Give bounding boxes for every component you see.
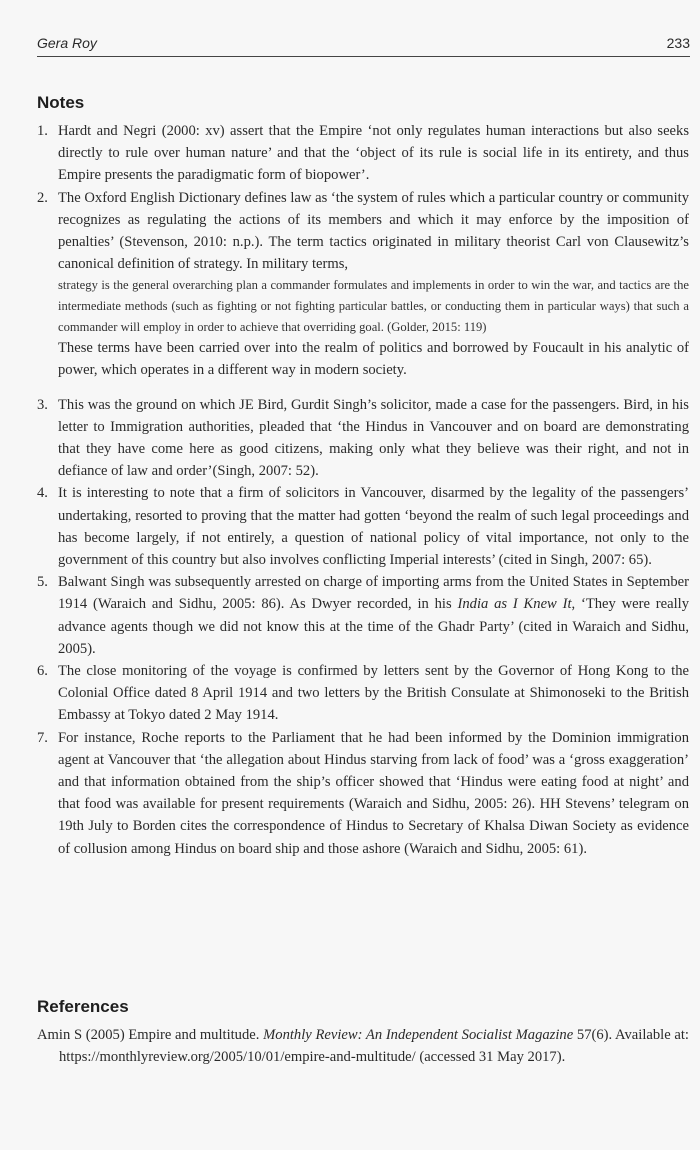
- note-text: It is interesting to note that a firm of solicitors in Vancouver, disarmed by the legality of the passengers’ undertaking, resorted to proving that the matter had gotten ‘beyond the realm of such legal proceedings and has become largely, if not entirely, a question of national policy of vital importance, not only to the government of this country but also involves conflicting Imperial interests’ (cited in Singh, 2007: 65).: [58, 485, 689, 569]
- references-heading: References: [37, 997, 129, 1016]
- journal-title: Monthly Review: An Independent Socialist Magazine: [263, 1027, 574, 1043]
- note-2: [37, 187, 689, 394]
- note-7: [37, 727, 689, 860]
- reference-item: [37, 1024, 689, 1068]
- note-1: [37, 120, 689, 187]
- note-text: For instance, Roche reports to the Parliament that he had been informed by the Dominion immigration agent at Vancouver that ‘the allegation about Hindus starving from lack of food’ was a ‘gross exaggeration’ and that information obtained from the ship’s officer showed that ‘Hindus were eating food at night’ and that food was available for present requirements (Waraich and Sidhu, 2005: 26). HH Stevens’ telegram on 19th July to Borden cites the correspondence of Hindus to Secretary of Khalsa Diwan Society as evidence of collusion among Hindus on board ship and those ashore (Waraich and Sidhu, 2005: 61).: [58, 729, 689, 857]
- notes-heading: Notes: [37, 93, 85, 112]
- book-title: India as I Knew It: [457, 596, 572, 613]
- page-number: 233: [666, 35, 690, 51]
- note-text-part: , ‘They were really advance agents though we did not know this at the time of the Ghadr Party’ (cited in Waraich and Sidhu, 2005).: [58, 596, 689, 657]
- note-text: [58, 571, 689, 660]
- running-head-author: Gera Roy: [37, 35, 97, 51]
- note-number: 1.: [37, 123, 48, 139]
- note-number: 3.: [37, 396, 48, 413]
- note-6: [37, 660, 689, 727]
- note-number: 4.: [37, 485, 48, 502]
- note-text: This was the ground on which JE Bird, Gurdit Singh’s solicitor, made a case for the passengers. Bird, in his letter to Immigration authorities, pleaded that ‘the Hindus in Vancouver and on board are demonstrating that they have come here as good citizens, making only what they believe was their right, and not in defiance of law and order’(Singh, 2007: 52).: [58, 396, 689, 480]
- note-continuation: These terms have been carried over into the realm of politics and borrowed by Foucault in his analytic of power, which operates in a different way in modern society.: [58, 340, 689, 379]
- note-3: [37, 394, 689, 483]
- note-5: [37, 571, 689, 660]
- notes-list: [37, 120, 689, 860]
- running-head: [37, 34, 690, 57]
- note-text: The close monitoring of the voyage is confirmed by letters sent by the Governor of Hong Kong to the Colonial Office dated 8 April 1914 and two letters by the British Consulate at Shimonoseki to the British Embassy at Tokyo dated 2 May 1914.: [58, 663, 689, 724]
- reference-text: Amin S (2005) Empire and multitude.: [37, 1027, 264, 1043]
- note-text: The Oxford English Dictionary defines law as ‘the system of rules which a particular country or community recognizes as regulating the actions of its members and which it may enforce by the imposition of penalties’ (Stevenson, 2010: n.p.). The term tactics originated in military theorist Carl von Clausewitz’s canonical definition of strategy. In military terms,: [58, 189, 689, 273]
- note-text-part: Balwant Singh was subsequently arrested on charge of importing arms from the United States in September 1914 (Waraich and Sidhu, 2005: 86). As Dwyer recorded, in his: [58, 574, 689, 613]
- references-list: [37, 1024, 689, 1068]
- note-number: 2.: [37, 189, 48, 206]
- note-number: 6.: [37, 663, 48, 680]
- note-text: Hardt and Negri (2000: xv) assert that the Empire ‘not only regulates human interactions but also seeks directly to rule over human nature’ and that the ‘object of its rule is social life in its entirety, and thus Empire presents the paradigmatic form of biopower’.: [58, 123, 689, 184]
- block-quote: strategy is the general overarching plan a commander formulates and implements in order to win the war, and tactics are the intermediate methods (such as fighting or not fighting particular battles, or conducting them in particular ways) that such a commander will employ in order to achieve that overriding goal. (Golder, 2015: 119): [58, 278, 689, 334]
- note-number: 7.: [37, 729, 48, 746]
- note-number: 5.: [37, 574, 48, 591]
- note-4: [37, 482, 689, 571]
- reference-text: 57(6). Available at: https://monthlyreview.org/2005/10/01/empire-and-multitude/ (accessed 31 May 2017).: [59, 1027, 689, 1066]
